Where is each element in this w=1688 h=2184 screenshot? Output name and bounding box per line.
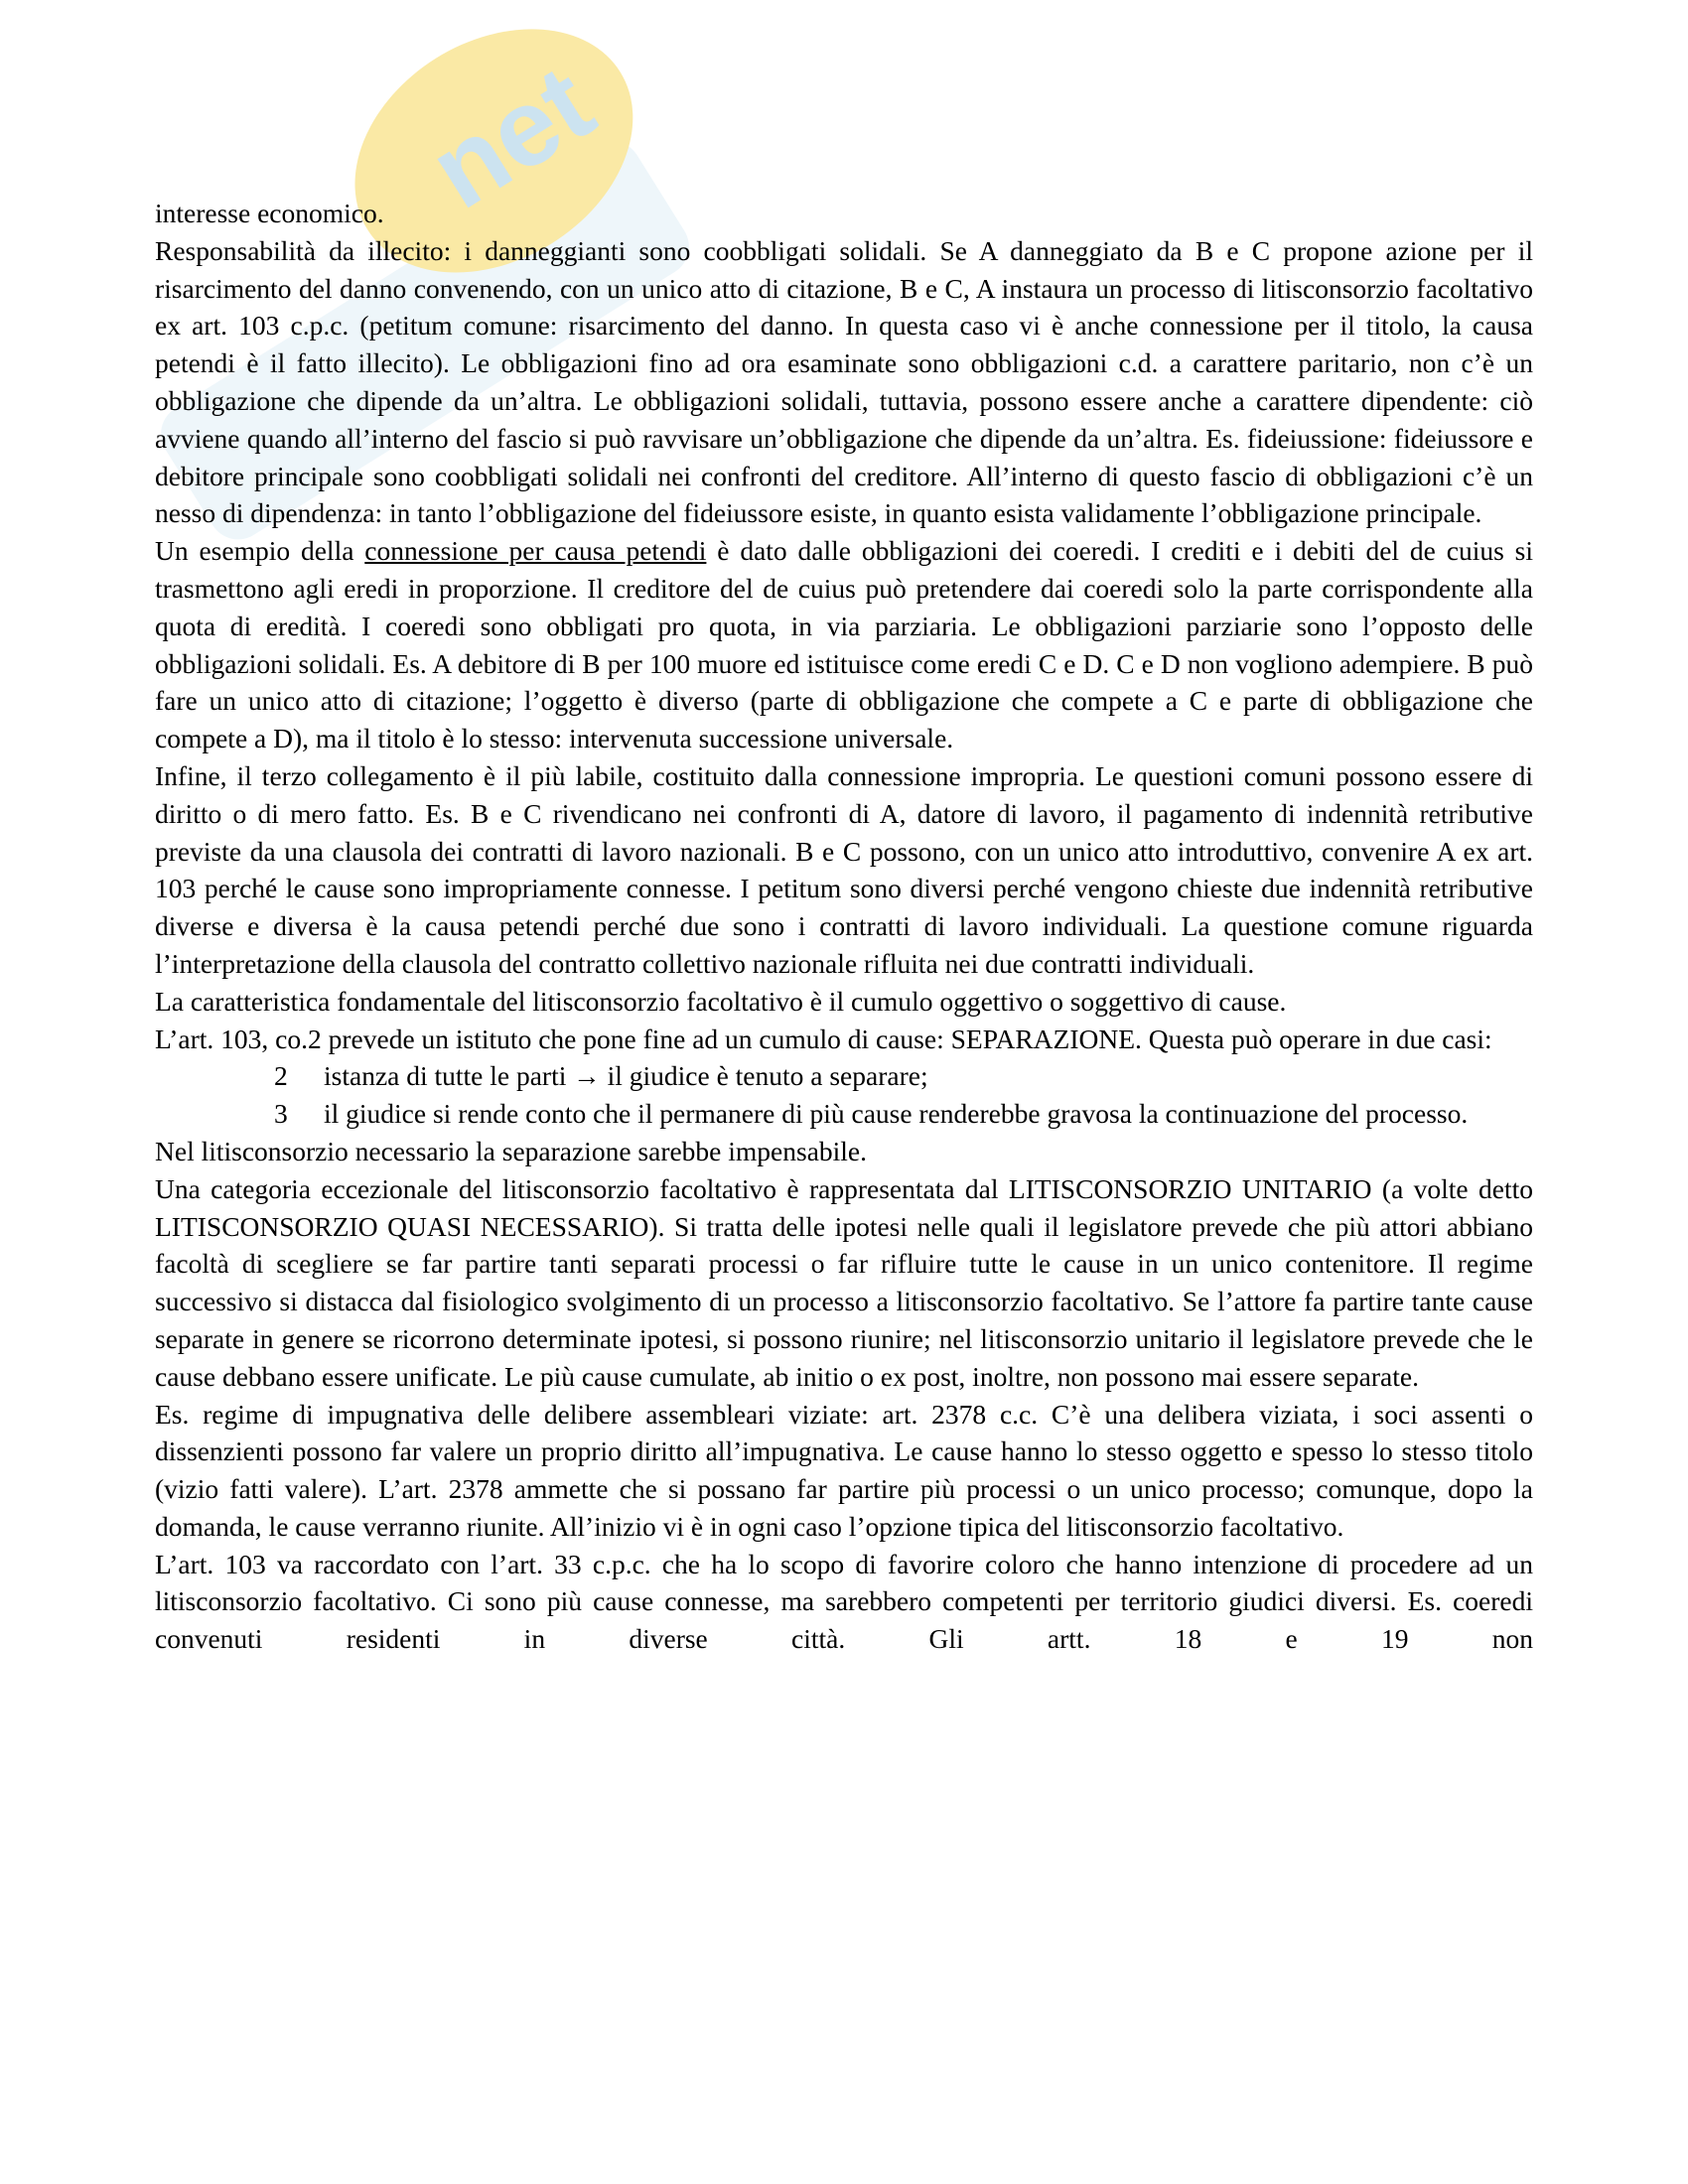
document-body xyxy=(155,195,1533,1658)
paragraph: Nel litisconsorzio necessario la separazione sarebbe impensabile. xyxy=(155,1135,868,1166)
paragraph: interesse economico. xyxy=(155,198,384,228)
paragraph: Responsabilità da illecito: i danneggianti sono coobbligati solidali. Se A danneggiato da B e C propone azione per il risarcimento del danno convenendo, con un unico atto di citazione, B e C, A instaura un processo di litisconsorzio facoltativo ex art. 103 c.p.c. (petitum comune: risarcimento del danno. In questa caso vi è anche connessione per il titolo, la causa petendi è il fatto illecito). Le obbligazioni fino ad ora esaminate sono obbligazioni c.d. a carattere paritario, non c’è un obbligazione che dipende da un’altra. Le obbligazioni solidali, tuttavia, possono essere anche a carattere dipendente: ciò avviene quando all’interno del fascio si può ravvisare un’obbligazione che dipende da un’altra. Es. fideiussione: fideiussore e debitore principale sono coobbligati solidali nei confronti del creditore. All’interno di questo fascio di obbligazioni c’è un nesso di dipendenza: in tanto l’obbligazione del fideiussore esiste, in quanto esista validamente l’obbligazione principale. xyxy=(155,234,1533,529)
list-number: 2 xyxy=(274,1060,288,1092)
small-caps-term: LITISCONSORZIO QUASI NECESSARIO xyxy=(155,1210,649,1242)
paragraph: Es. regime di impugnativa delle delibere assembleari viziate: art. 2378 c.c. C’è una delibera viziata, i soci assenti o dissenzienti possono far valere un proprio diritto all’impugnativa. Le cause hanno lo stesso oggetto e spesso lo stesso titolo (vizio fatti valere). L’art. 2378 ammette che si possano far partire più processi o un unico processo; comunque, dopo la domanda, le cause verranno riunite. All’inizio vi è in ogni caso l’opzione tipica del litisconsorzio facoltativo. xyxy=(155,1398,1533,1542)
paragraph: Una categoria eccezionale del litisconsorzio facoltativo è rappresentata dal LITISCONSORZIO UNITARIO (a volte detto LITISCONSORZIO QUASI NECESSARIO). Si tratta delle ipotesi nelle quali il legislatore prevede che più attori abbiano facoltà di scegliere se far partire tanti separati processi o far rifluire tutte le cause in un unico contenitore. Il regime successivo si distacca dal fisiologico svolgimento di un processo a litisconsorzio facoltativo. Se l’attore fa partire tante cause separate in genere se ricorrono determinate ipotesi, si possono riunire; nel litisconsorzio unitario il legislatore prevede che le cause debbano essere unificate. Le più cause cumulate, ab initio o ex post, inoltre, non possono mai essere separate. xyxy=(155,1172,1533,1392)
underlined-term: connessione per causa petendi xyxy=(364,535,707,567)
paragraph: L’art. 103, co.2 prevede un istituto che pone fine ad un cumulo di cause: SEPARAZIONE. Questa può operare in due casi: xyxy=(155,1023,1492,1054)
small-caps-term: LITISCONSORZIO UNITARIO xyxy=(1008,1172,1372,1204)
list-item: 2 istanza di tutte le parti → il giudice è tenuto a separare; xyxy=(155,1057,1533,1095)
numbered-list xyxy=(155,1057,1533,1133)
paragraph: Infine, il terzo collegamento è il più labile, costituito dalla connessione impropria. Le questioni comuni possono essere di diritto o di mero fatto. Es. B e C rivendicano nei confronti di A, datore di lavoro, il pagamento di indennità retributive previste da una clausola dei contratti di lavoro nazionali. B e C possono, con un unico atto introduttivo, convenire A ex art. 103 perché le cause sono impropriamente connesse. I petitum sono diversi perché vengono chieste due indennità retributive diverse e diversa è la causa petendi perché due sono i contratti di lavoro individuali. La questione comune riguarda l’interpretazione della clausola del contratto collettivo nazionale rifluita nei due contratti individuali. xyxy=(155,759,1533,979)
list-item: 3 il giudice si rende conto che il permanere di più cause renderebbe gravosa la continuazione del processo. xyxy=(155,1095,1533,1133)
list-number: 3 xyxy=(274,1098,288,1130)
watermark-text: net xyxy=(409,42,614,232)
paragraph: Un esempio della connessione per causa petendi è dato dalle obbligazioni dei coeredi. I crediti e i debiti del de cuius si trasmettono agli eredi in proporzione. Il creditore del de cuius può pretendere dai coeredi solo la parte corrispondente alla quota di eredità. I coeredi sono obbligati pro quota, in via parziaria. Le obbligazioni parziarie sono l’opposto delle obbligazioni solidali. Es. A debitore di B per 100 muore ed istituisce come eredi C e D. C e D non vogliono adempiere. B può fare un unico atto di citazione; l’oggetto è diverso (parte di obbligazione che compete a C e parte di obbligazione che compete a D), ma il titolo è lo stesso: intervenuta successione universale. xyxy=(155,535,1533,754)
paragraph: La caratteristica fondamentale del litisconsorzio facoltativo è il cumulo oggettivo o soggettivo di cause. xyxy=(155,985,1287,1017)
paragraph: L’art. 103 va raccordato con l’art. 33 c.p.c. che ha lo scopo di favorire coloro che hanno intenzione di procedere ad un litisconsorzio facoltativo. Ci sono più cause connesse, ma sarebbero competenti per territorio giudici diversi. Es. coeredi convenuti residenti in diverse città. Gli artt. 18 e 19 non xyxy=(155,1548,1533,1655)
